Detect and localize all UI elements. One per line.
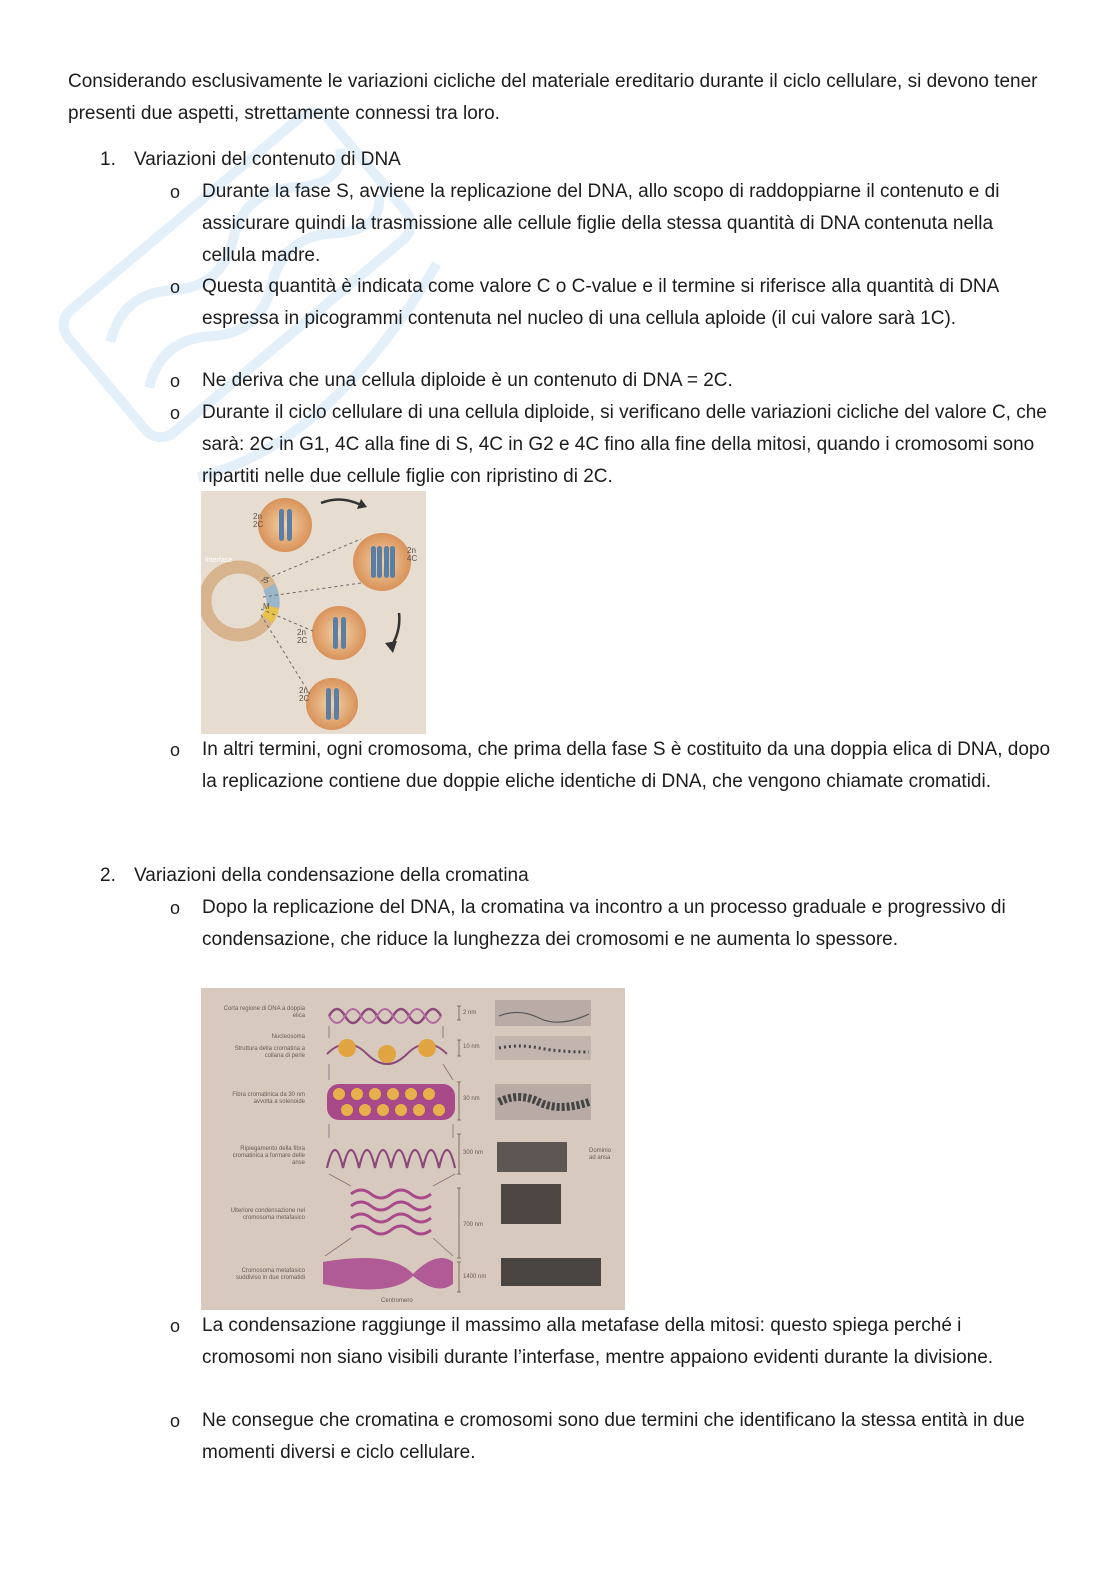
ploidy-label-top: 2n 2C: [253, 512, 264, 529]
centromere-label: Centromero: [381, 1298, 413, 1304]
bullet-text: Durante il ciclo cellulare di una cellula diploide, si verificano delle variazioni cicliche del valore C, che sarà: 2C in G1, 4C alla fine di S, 4C in G2 e 4C fino alla fine della mitosi, quando i cromosomi sono ripartiti nelle due cellule figlie con ripristino di 2C.: [202, 402, 1047, 487]
level-label: Cromosoma metafasico suddiviso in due cromatidi: [235, 1268, 305, 1281]
cell-bottom: [306, 678, 358, 730]
scale-label: 1400 nm: [463, 1274, 487, 1280]
scale-label: 10 nm: [463, 1044, 480, 1050]
level-label: Struttura della cromatina a collana di perle: [234, 1046, 305, 1059]
bullet-glyph: o: [170, 182, 181, 202]
ploidy-label-right: 2n 4C: [407, 546, 418, 563]
bullet-text: Ne consegue che cromatina e cromosomi sono due termini che identificano la stessa entità in due momenti diversi e ciclo cellulare.: [202, 1410, 1025, 1463]
bullet-text: Durante la fase S, avviene la replicazione del DNA, allo scopo di raddoppiarne il contenuto e di assicurare quindi la trasmissione alle cellule figlie della stessa quantità di DNA contenuta nella cellula madre.: [202, 181, 1000, 266]
section-2-heading: [100, 860, 1000, 892]
scale-label: 300 nm: [463, 1150, 484, 1156]
interphase-label: Interfase: [205, 557, 233, 564]
chromatin-condensation-figure: [201, 988, 625, 1310]
scale-label: 2 nm: [463, 1010, 477, 1016]
level-label: Fibra cromatinica da 30 nm avvolta a solenoide: [232, 1092, 305, 1105]
bullet-glyph: o: [170, 740, 181, 760]
section-1-heading: [100, 144, 1000, 176]
s-phase-label: S: [263, 576, 269, 585]
section-2-number: 2.: [100, 865, 116, 886]
bullet-text: Dopo la replicazione del DNA, la cromatina va incontro a un processo graduale e progressivo di condensazione, che riduce la lunghezza dei cromosomi e ne aumenta lo spessore.: [202, 897, 1006, 950]
bullet-text: Ne deriva che una cellula diploide è un contenuto di DNA = 2C.: [202, 370, 733, 391]
bullet-glyph: o: [170, 403, 181, 423]
level-label: Corta regione di DNA a doppia elica: [223, 1006, 305, 1019]
level-label: Nucleosoma: [271, 1034, 305, 1040]
bullet-text: Questa quantità è indicata come valore C o C-value e il termine si riferisce alla quantità di DNA espressa in picogrammi contenuta nel nucleo di una cellula aploide (il cui valore sarà 1C).: [202, 276, 999, 329]
level-label: Ripiegamento della fibra cromatinica a formare delle anse: [232, 1146, 305, 1166]
bullet-glyph: o: [170, 1316, 181, 1336]
cell-cycle-figure: [201, 491, 426, 734]
cell-mid: [312, 606, 366, 660]
bullet-glyph: o: [170, 371, 181, 391]
bullet-glyph: o: [170, 898, 181, 918]
intro-paragraph: Considerando esclusivamente le variazioni cicliche del materiale ereditario durante il ciclo cellulare, si devono tener presenti due aspetti, strettamente connessi tra loro.: [68, 71, 1038, 124]
bullet-text: In altri termini, ogni cromosoma, che prima della fase S è costituito da una doppia elica di DNA, dopo la replicazione contiene due doppie eliche identiche di DNA, che vengono chiamate cromatidi.: [202, 739, 1051, 792]
cell-cycle-illustration: [201, 491, 426, 734]
m-phase-label: M: [263, 602, 270, 611]
section-2-title: Variazioni della condensazione della cromatina: [134, 865, 529, 886]
ploidy-label-mid: 2n 2C: [297, 628, 308, 645]
arrow-icon: [321, 499, 361, 505]
bullet-text: La condensazione raggiunge il massimo alla metafase della mitosi: questo spiega perché i cromosomi non siano visibili durante l’interfase, mentre appaiono evidenti durante la divisione.: [202, 1315, 994, 1368]
ploidy-label-bottom: 2n 2C: [299, 686, 310, 703]
level-label: Ulteriore condensazione nel cromosoma metafasico: [230, 1208, 305, 1221]
section-1-title: Variazioni del contenuto di DNA: [134, 149, 401, 170]
scale-label: 30 nm: [463, 1096, 480, 1102]
bullet-glyph: o: [170, 277, 181, 297]
scale-label: 700 nm: [463, 1222, 484, 1228]
bullet-glyph: o: [170, 1411, 181, 1431]
domain-label: Dominio ad ansa: [589, 1148, 612, 1161]
section-1-number: 1.: [100, 149, 116, 170]
